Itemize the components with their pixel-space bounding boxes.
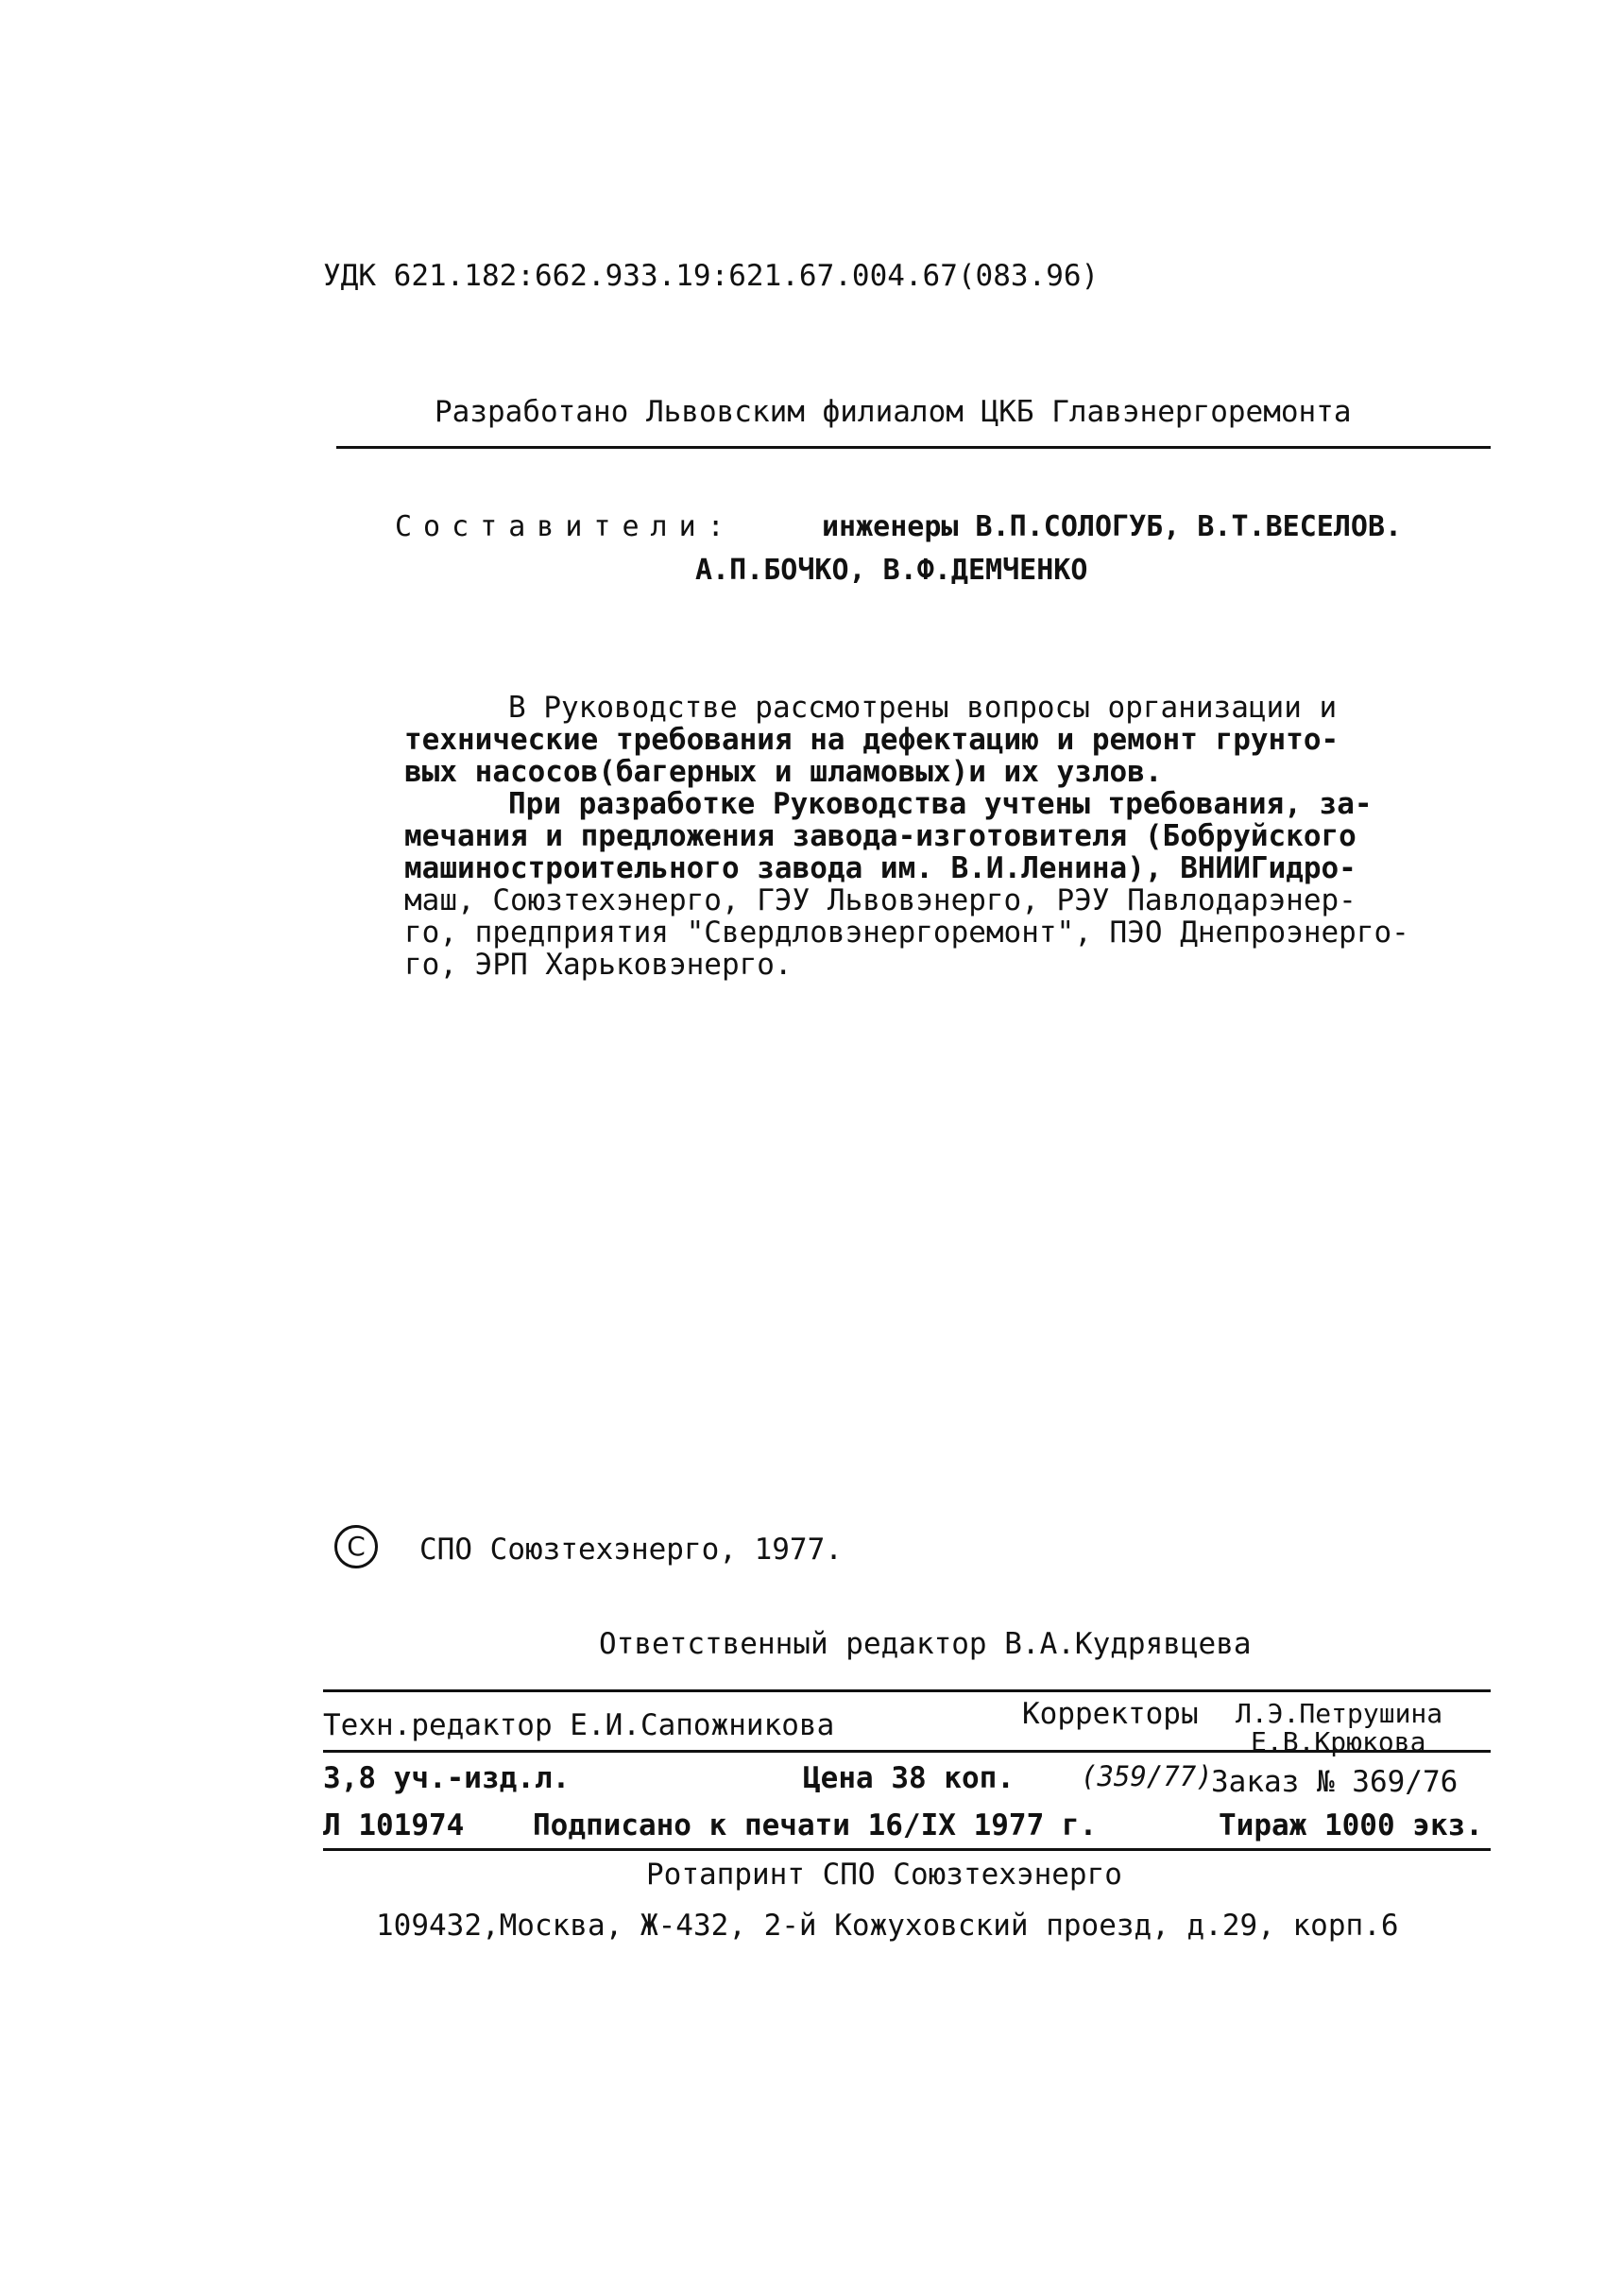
abstract-line: вых насосов(багерных и шламовых)и их узлов. <box>404 755 1163 789</box>
abstract-line: При разработке Руководства учтены требования, за- <box>508 787 1373 821</box>
authors-line-2: А.П.БОЧКО, В.Ф.ДЕМЧЕНКО <box>695 554 1088 587</box>
corrector-1: Л.Э.Петрушина <box>1236 1698 1443 1729</box>
abstract-line: го, ЭРП Харьковэнерго. <box>404 948 793 982</box>
imprint-top-rule <box>323 1689 1491 1692</box>
correctors-label: Корректоры <box>1022 1697 1199 1731</box>
developer-line: Разработано Львовским филиалом ЦКБ Главэнергоремонта <box>435 395 1352 429</box>
signed-for-print: Подписано к печати 16/IX 1977 г. <box>533 1808 1098 1842</box>
abstract-line: маш, Союзтехэнерго, ГЭУ Львовэнерго, РЭУ Павлодарэнер- <box>404 883 1357 917</box>
copyright-icon: C <box>334 1525 378 1568</box>
developer-underline <box>336 446 1491 449</box>
udk-code: УДК 621.182:662.933.19:621.67.004.67(083.96) <box>323 259 1100 293</box>
price: Цена 38 коп. <box>803 1761 1015 1795</box>
authors-line-1: инженеры В.П.СОЛОГУБ, В.Т.ВЕСЕЛОВ. <box>822 510 1403 543</box>
abstract-line: технические требования на дефектацию и ремонт грунто- <box>404 723 1340 757</box>
order-number: Заказ № 369/76 <box>1211 1765 1459 1799</box>
corrector-2: Е.В.Крюкова <box>1251 1726 1426 1757</box>
abstract-line: го, предприятия "Свердловэнергоремонт", ПЭО Днепроэнерго- <box>404 916 1409 950</box>
tech-editor: Техн.редактор Е.И.Сапожникова <box>323 1708 835 1742</box>
printer-line: Ротапринт СПО Союзтехэнерго <box>646 1858 1122 1892</box>
abstract-line: машиностроительного завода им. В.И.Ленина), ВНИИГидро- <box>404 851 1357 885</box>
license-number: Л 101974 <box>323 1808 465 1842</box>
copyright-text: СПО Союзтехэнерго, 1977. <box>419 1533 843 1567</box>
publication-volume: 3,8 уч.-изд.л. <box>323 1761 571 1795</box>
imprint-bottom-rule <box>323 1848 1491 1851</box>
abstract-line: мечания и предложения завода-изготовителя (Бобруйского <box>404 819 1357 853</box>
imprint-mid-rule <box>323 1750 1491 1753</box>
print-run: Тираж 1000 экз. <box>1219 1808 1483 1842</box>
authors-label: Составители: <box>395 510 736 543</box>
address-line: 109432,Москва, Ж-432, 2-й Кожуховский проезд, д.29, корп.6 <box>376 1909 1399 1943</box>
responsible-editor: Ответственный редактор В.А.Кудрявцева <box>599 1627 1252 1661</box>
handwritten-number: (359/77) <box>1081 1760 1213 1792</box>
abstract-line: В Руководстве рассмотрены вопросы организации и <box>508 691 1338 725</box>
